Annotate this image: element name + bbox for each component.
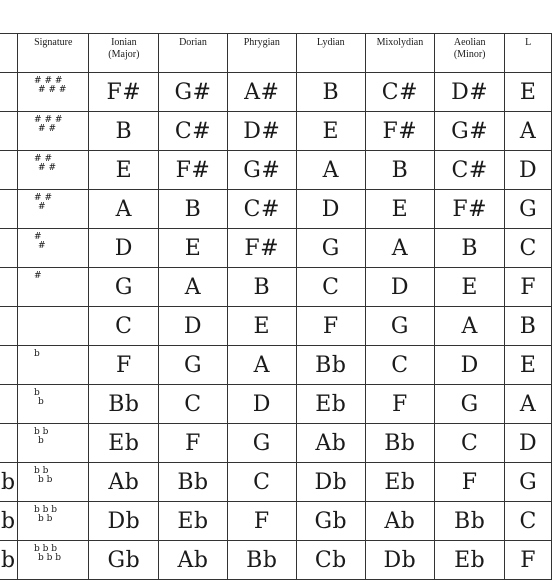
- mode-note-cell: E: [505, 73, 552, 112]
- key-signature-cell: [18, 424, 89, 463]
- mode-note-cell: Bb: [365, 424, 434, 463]
- mode-note-cell: D: [365, 268, 434, 307]
- table-row: [0, 190, 552, 229]
- mode-note-cell: Ab: [89, 463, 159, 502]
- key-signature-cell: [18, 385, 89, 424]
- mode-note-cell: G: [505, 463, 552, 502]
- mode-note-cell: A#: [227, 73, 296, 112]
- mode-note-cell: D: [435, 346, 505, 385]
- key-signature-line-1: # # #: [34, 115, 63, 125]
- mode-note-cell: Gb: [296, 502, 365, 541]
- key-signature-line-1: b b: [34, 427, 49, 437]
- mode-note-cell: F: [159, 424, 227, 463]
- row-lead-cell: [0, 385, 18, 424]
- mode-note-cell: F#: [435, 190, 505, 229]
- key-signature-line-2: # #: [38, 124, 56, 134]
- mode-note-cell: A: [435, 307, 505, 346]
- mode-note-cell: C#: [435, 151, 505, 190]
- key-signature-cell: [18, 502, 89, 541]
- column-header: [505, 34, 552, 73]
- table-row: [0, 541, 552, 580]
- mode-note-cell: Ab: [296, 424, 365, 463]
- column-header-line: Aeolian: [453, 37, 486, 48]
- mode-note-cell: E: [296, 112, 365, 151]
- mode-note-cell: B: [227, 268, 296, 307]
- mode-note-cell: E: [365, 190, 434, 229]
- mode-note-cell: C: [505, 229, 552, 268]
- mode-note-cell: Gb: [89, 541, 159, 580]
- mode-note-cell: E: [227, 307, 296, 346]
- mode-note-cell: B: [296, 73, 365, 112]
- mode-note-cell: C: [227, 463, 296, 502]
- mode-note-cell: E: [435, 268, 505, 307]
- mode-note-cell: Eb: [89, 424, 159, 463]
- mode-note-cell: G: [505, 190, 552, 229]
- key-signature-cell: [18, 541, 89, 580]
- key-signature-line-1: b b: [34, 466, 49, 476]
- mode-note-cell: D#: [227, 112, 296, 151]
- mode-note-cell: Bb: [159, 463, 227, 502]
- mode-note-cell: B: [365, 151, 434, 190]
- mode-note-cell: F#: [159, 151, 227, 190]
- key-signature-line-1: [18, 311, 88, 320]
- mode-note-cell: E: [89, 151, 159, 190]
- key-signature-cell: [18, 307, 89, 346]
- column-header: [365, 34, 434, 73]
- mode-note-cell: D#: [435, 73, 505, 112]
- table-row: [0, 73, 552, 112]
- mode-note-cell: C: [365, 346, 434, 385]
- key-signature-line-1: # # #: [34, 76, 63, 86]
- key-signature-line-2: b b: [38, 514, 53, 524]
- mode-note-cell: Ab: [365, 502, 434, 541]
- mode-note-cell: A: [505, 385, 552, 424]
- mode-note-cell: C#: [159, 112, 227, 151]
- key-signature-line-1: # #: [34, 154, 52, 164]
- table-row: [0, 151, 552, 190]
- table-row: [0, 346, 552, 385]
- mode-note-cell: D: [227, 385, 296, 424]
- mode-note-cell: D: [89, 229, 159, 268]
- mode-note-cell: G: [435, 385, 505, 424]
- column-header: [89, 34, 159, 73]
- mode-note-cell: C#: [227, 190, 296, 229]
- mode-note-cell: C: [435, 424, 505, 463]
- row-lead-cell: [0, 151, 18, 190]
- mode-note-cell: Eb: [159, 502, 227, 541]
- mode-note-cell: G: [89, 268, 159, 307]
- mode-note-cell: F: [365, 385, 434, 424]
- column-header-line: Lydian: [316, 37, 345, 48]
- mode-note-cell: B: [89, 112, 159, 151]
- mode-note-cell: Cb: [296, 541, 365, 580]
- table-row: [0, 463, 552, 502]
- table-row: [0, 229, 552, 268]
- mode-note-cell: A: [227, 346, 296, 385]
- row-lead-cell: b: [0, 541, 18, 580]
- key-signature-line-2: # #: [38, 163, 56, 173]
- mode-note-cell: C: [296, 268, 365, 307]
- mode-note-cell: C: [89, 307, 159, 346]
- row-lead-cell: [0, 424, 18, 463]
- mode-note-cell: Bb: [89, 385, 159, 424]
- column-header: [435, 34, 505, 73]
- mode-note-cell: Db: [89, 502, 159, 541]
- table-row: [0, 385, 552, 424]
- row-lead-cell: b: [0, 463, 18, 502]
- row-lead-cell: [0, 307, 18, 346]
- mode-note-cell: G: [296, 229, 365, 268]
- row-lead-cell: [0, 346, 18, 385]
- mode-note-cell: A: [365, 229, 434, 268]
- key-signature-line-1: #: [34, 232, 42, 242]
- mode-note-cell: Eb: [435, 541, 505, 580]
- key-signature-cell: [18, 190, 89, 229]
- column-header-line: (Minor): [453, 49, 486, 60]
- mode-note-cell: F: [505, 268, 552, 307]
- key-signature-line-1: b b b: [34, 544, 58, 554]
- mode-note-cell: F: [296, 307, 365, 346]
- table-row: [0, 502, 552, 541]
- key-signature-cell: [18, 229, 89, 268]
- key-signature-cell: [18, 346, 89, 385]
- key-signature-line-2: #: [38, 202, 46, 212]
- mode-note-cell: F: [227, 502, 296, 541]
- key-signature-line-2: b b: [38, 475, 53, 485]
- mode-note-cell: C: [505, 502, 552, 541]
- row-lead-cell: [0, 268, 18, 307]
- key-signature-cell: [18, 73, 89, 112]
- mode-note-cell: C#: [365, 73, 434, 112]
- mode-note-cell: F#: [89, 73, 159, 112]
- key-signature-line-2: b b b: [38, 553, 62, 563]
- mode-note-cell: Bb: [296, 346, 365, 385]
- mode-note-cell: G: [159, 346, 227, 385]
- column-header: [159, 34, 227, 73]
- mode-note-cell: G#: [227, 151, 296, 190]
- table-row: [0, 424, 552, 463]
- mode-note-cell: D: [159, 307, 227, 346]
- mode-note-cell: Db: [296, 463, 365, 502]
- key-signature-line-2: #: [38, 241, 46, 251]
- mode-note-cell: G#: [435, 112, 505, 151]
- key-signature-cell: [18, 463, 89, 502]
- mode-note-cell: Db: [365, 541, 434, 580]
- mode-note-cell: B: [505, 307, 552, 346]
- mode-note-cell: A: [159, 268, 227, 307]
- mode-note-cell: Eb: [296, 385, 365, 424]
- lead-column-header: [0, 34, 18, 73]
- modes-table: [0, 33, 552, 580]
- column-header: [18, 34, 89, 73]
- mode-note-cell: A: [89, 190, 159, 229]
- mode-note-cell: C: [159, 385, 227, 424]
- row-lead-cell: [0, 73, 18, 112]
- mode-note-cell: G#: [159, 73, 227, 112]
- column-header-line: Mixolydian: [376, 37, 424, 48]
- mode-note-cell: E: [505, 346, 552, 385]
- key-signature-line-1: b: [34, 388, 40, 398]
- key-signature-cell: [18, 268, 89, 307]
- row-lead-cell: [0, 190, 18, 229]
- mode-note-cell: D: [505, 424, 552, 463]
- key-signature-cell: [18, 151, 89, 190]
- table-body: [0, 73, 552, 580]
- mode-note-cell: Bb: [435, 502, 505, 541]
- column-header-line: L: [525, 37, 532, 48]
- mode-note-cell: E: [159, 229, 227, 268]
- key-signature-line-1: b b b: [34, 505, 58, 515]
- column-header-line: Dorian: [179, 37, 207, 48]
- column-header: [227, 34, 296, 73]
- key-signature-line-1: # #: [34, 193, 52, 203]
- key-signature-line-1: b: [34, 349, 40, 359]
- column-header-line: Phrygian: [243, 37, 280, 48]
- mode-note-cell: G: [227, 424, 296, 463]
- row-lead-cell: [0, 229, 18, 268]
- key-signature-cell: [18, 112, 89, 151]
- column-header: [296, 34, 365, 73]
- mode-note-cell: B: [159, 190, 227, 229]
- mode-note-cell: F: [435, 463, 505, 502]
- mode-note-cell: D: [505, 151, 552, 190]
- mode-note-cell: Bb: [227, 541, 296, 580]
- key-signature-line-1: #: [34, 271, 42, 281]
- mode-note-cell: F: [505, 541, 552, 580]
- mode-note-cell: Ab: [159, 541, 227, 580]
- row-lead-cell: [0, 112, 18, 151]
- mode-note-cell: F: [89, 346, 159, 385]
- column-header-line: (Major): [108, 49, 140, 60]
- key-signature-line-2: # # #: [38, 85, 67, 95]
- header-row: [0, 34, 552, 73]
- table-row: [0, 268, 552, 307]
- row-lead-cell: b: [0, 502, 18, 541]
- mode-note-cell: F#: [227, 229, 296, 268]
- key-signature-line-2: b: [38, 397, 44, 407]
- key-signature-line-2: b: [38, 436, 44, 446]
- table-row: [0, 112, 552, 151]
- column-header-line: Signature: [34, 37, 73, 48]
- mode-note-cell: G: [365, 307, 434, 346]
- mode-note-cell: Eb: [365, 463, 434, 502]
- table-row: [0, 307, 552, 346]
- column-header-line: Ionian: [111, 37, 137, 48]
- mode-note-cell: B: [435, 229, 505, 268]
- mode-note-cell: F#: [365, 112, 434, 151]
- mode-note-cell: A: [505, 112, 552, 151]
- mode-note-cell: D: [296, 190, 365, 229]
- mode-note-cell: A: [296, 151, 365, 190]
